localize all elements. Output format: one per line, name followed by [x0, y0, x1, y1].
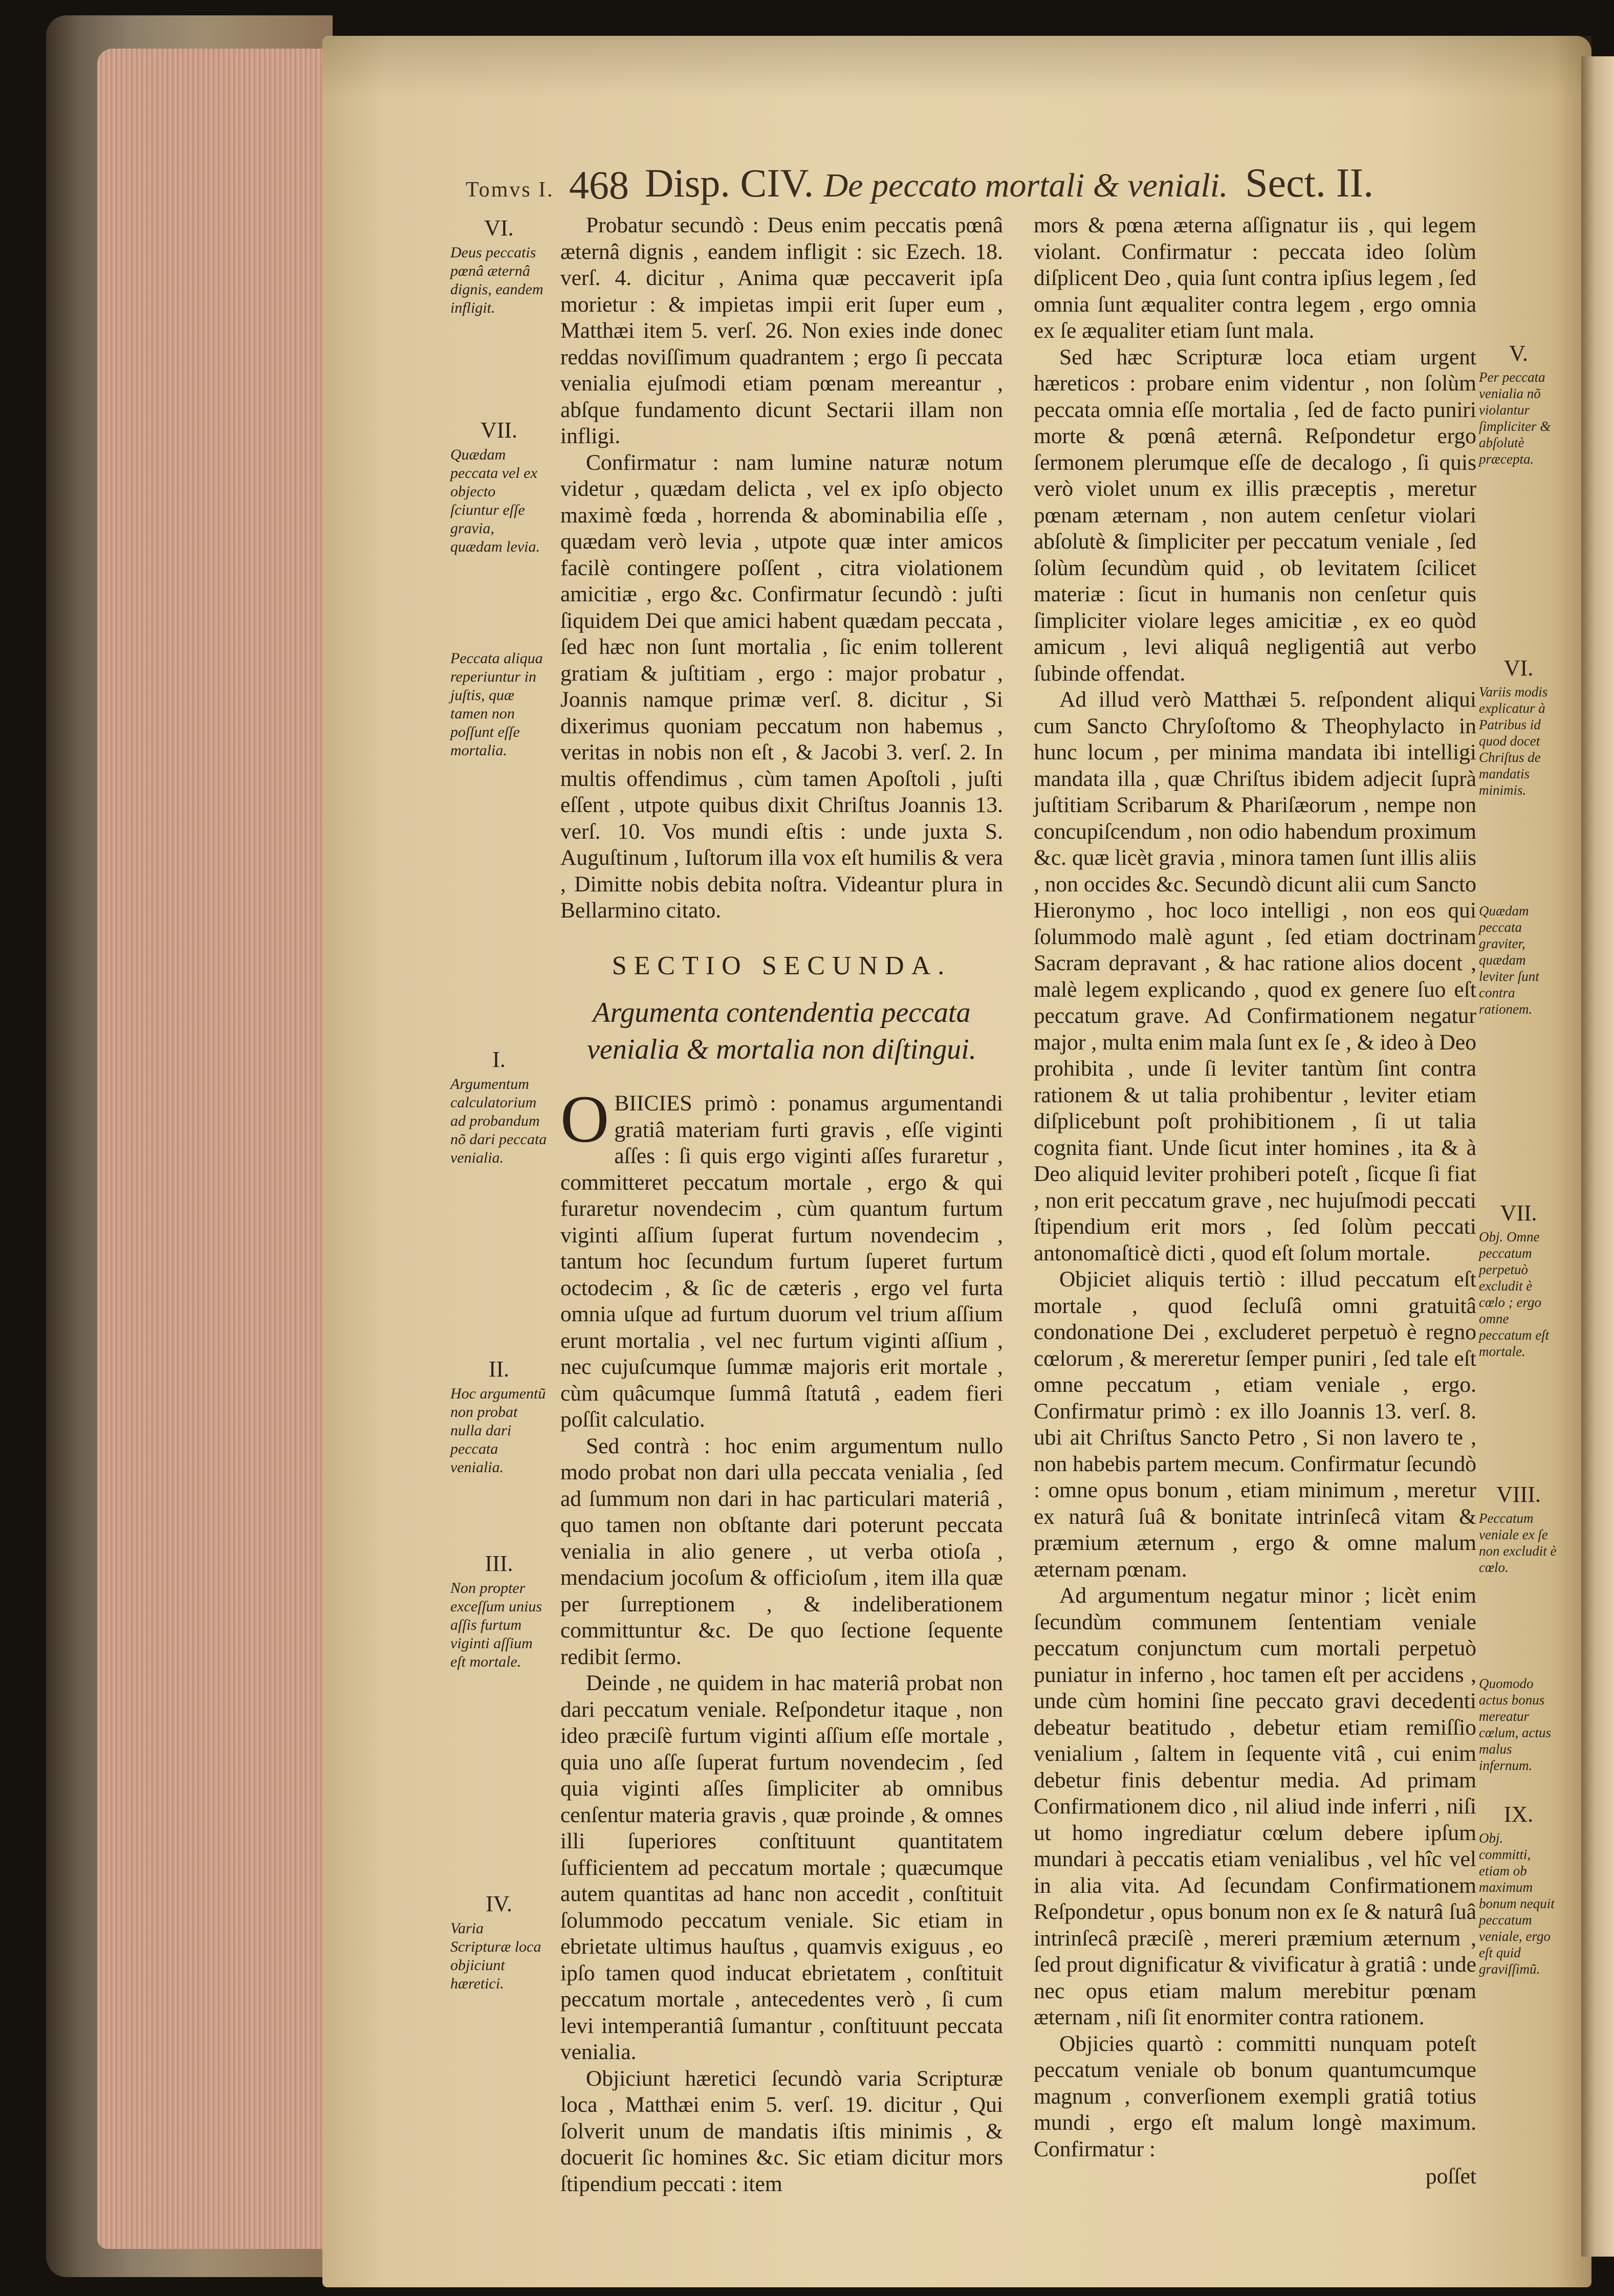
facing-page-edge — [1581, 56, 1614, 2257]
margin-note-number: VII. — [480, 418, 518, 443]
margin-note-text: Peccatum veniale ex ſe non excludit è cœlo. — [1479, 1511, 1557, 1575]
margin-note — [450, 1046, 548, 1167]
paragraph: mors & pœna æterna aſſignatur iis , qui legem violant. Confirmatur : peccata ideo ſolùm diſplicent Deo , quia ſunt contra ipſius legem , ſed omnia ſunt æqualiter contra legem , ergo omnia ex ſe æqualiter etiam ſunt mala. — [1034, 213, 1476, 343]
page-shadow — [322, 36, 1591, 97]
margin-note — [450, 1891, 548, 1993]
margin-note — [1479, 655, 1558, 798]
margin-note-number: I. — [492, 1047, 506, 1072]
margin-note-text: Variis modis explicatur à Patribus id quod docet Chriſtus de mandatis minimis. — [1479, 684, 1548, 798]
section-heading: SECTIO SECUNDA. — [612, 951, 952, 980]
left-text-column — [560, 212, 1003, 2197]
paragraph: Ad argumentum negatur minor ; licèt enim ſecundùm communem ſententiam veniale peccatum conjunctum cum mortali perpetuò puniatur in inferno , hoc tamen eſt per accidens , unde cùm homini ſine peccato gravi decedenti debeatur beatitudo , debetur etiam remiſſio venialium , ſaltem in ſequente vitâ , cui enim debetur finis debentur media. Ad primam Confirmationem dico , nil aliud inde inferri , niſi ut homo ingrediatur cœlum debere ipſum mundari à peccatis etiam venialibus , vel hîc vel in alia vita. Ad ſecundam Confirmationem Reſpondetur , opus bonum non ex ſe & naturâ ſuâ intrinſecâ præciſè , mereri præmium æternum , ſed prout dignificatur & vivificatur à gratiâ : unde nec opus etiam malum merebitur pœnam æternam , niſi ſit enormiter contra rationem. — [1034, 1583, 1476, 2029]
margin-note-number: II. — [488, 1357, 510, 1382]
paragraph: Probatur secundò : Deus enim peccatis pœnâ æternâ dignis , eandem infligit : sic Ezech. 18. verſ. 4. dicitur , Anima quæ peccaverit ipſa morietur : & impietas impii erit ſuper eum , Matthæi item 5. verſ. 26. Non exies inde donec reddas noviſſimum quadrantem ; ergo ſi peccata venialia ejuſmodi etiam pœnam mereantur , abſque fundamento dicunt Sectarii illam non infligi. — [560, 213, 1003, 448]
margin-note-text: Obj. Omne peccatum perpetuò excludit è cœlo ; ergo omne peccatum eſt mortale. — [1479, 1229, 1550, 1359]
margin-note — [450, 1356, 548, 1477]
paragraph: Ad illud verò Matthæi 5. reſpondent aliqui cum Sancto Chryſoſtomo & Theophylacto in hunc locum , per minima mandata ibi intelligi mandata illa , quæ Chriſtus ibidem adjecit ſuprà juſtitiam Scribarum & Phariſæorum , nempe non concupiſcendum , non odio habendum proximum &c. quæ licèt gravia , minora tamen ſunt illis aliis , non occides &c. Secundò dicunt alii cum Sancto Hieronymo , hoc loco intelligi , non eos qui ſolummodo malè agunt , ſed etiam doctrinam Sacram depravant , & hac ratione alios docent , malè legem explicando , quod ex genere ſuo eſt peccatum grave. Ad Confirmationem negatur major , multa enim mala ſunt ex ſe , & ideo à Deo prohibita , unde ſi leviter tantùm ſint contra rationem & ut talia prohibentur , leviter etiam diſplicebunt poſt prohibitionem , ſi ut talia cognita fiant. Unde ſicut inter homines , ita & à Deo aliquid leviter prohiberi poteſt , ſicque ſi fiat , non erit peccatum grave , nec hujuſmodi peccati ſtipendium erit mors , ſed ſolùm peccati antonomaſticè dicti , quod eſt ſolum mortale. — [1034, 687, 1476, 1265]
margin-note — [450, 215, 548, 317]
margin-note-number: VI. — [1503, 655, 1534, 681]
margin-note — [450, 647, 548, 760]
margin-note-number: III. — [485, 1551, 513, 1576]
margin-note-text: Deus peccatis pœnâ æternâ dignis, eandem infligit. — [450, 244, 543, 316]
right-text-column — [1034, 212, 1476, 2190]
margin-note-number: IX. — [1503, 1802, 1534, 1827]
margin-note — [1479, 901, 1558, 1017]
margin-note-number: V. — [1509, 341, 1529, 366]
paragraph — [560, 1081, 1003, 1433]
paragraph: Confirmatur : nam lumine naturæ notum videtur , quædam delicta , vel ex ipſo objecto maximè fœda , horrenda & abominabilia eſſe , quædam verò levia , utpote quæ inter amicos facilè contingere poſſent , citra violationem amicitiæ , ergo &c. Confirmatur ſecundò : juſti ſiquidem Dei que amici habent quædam peccata , ſed hæc non ſunt mortalia , ſic enim tollerent gratiam & juſtitiam , ergo : major probatur , Joannis namque primæ verſ. 8. dicitur , Si dixerimus quoniam peccatum non habemus , veritas in nobis non eſt , & Jacobi 3. verſ. 2. In multis offendimus , cùm tamen Apoſtoli , juſti eſſent , utpote quibus dixit Chriſtus Joannis 13. verſ. 10. Vos mundi eſtis : unde juxta S. Auguſtinum , Iuſtorum illa vox eſt humilis & vera , Dimitte nobis debita noſtra. Videantur plura in Bellarmino citato. — [560, 450, 1003, 923]
margin-note — [1479, 1200, 1558, 1360]
margin-note-text: Obj. committi, etiam ob maximum bonum nequit peccatum veniale, ergo eſt quid graviſſimũ. — [1479, 1830, 1555, 1977]
page-number: 468 — [569, 163, 629, 207]
running-title — [645, 160, 1373, 207]
catchword: poſſet — [1425, 2164, 1476, 2189]
margin-note — [1479, 1673, 1558, 1774]
margin-note-text: Non propter exceſſum unius aſſis furtum viginti aſſium eſt mortale. — [450, 1580, 542, 1670]
paragraph: Objiciet aliquis tertiò : illud peccatum eſt mortale , quod ſecluſâ omni gratuitâ condonatione Dei , excluderet perpetuò è regno cœlorum , & mereretur ſemper puniri , ſed tale eſt omne peccatum , etiam veniale , ergo. Confirmatur primò : ex illo Joannis 13. verſ. 8. ubi ait Chriſtus Sancto Petro , Si non lavero te , non habebis partem mecum. Confirmatur ſecundò : omne opus bonum , etiam minimum , meretur ex naturâ ſuâ & bonitate intrinſecâ vitam & præmium æternum , ergo & omne malum æternam pœnam. — [1034, 1267, 1476, 1582]
margin-note — [450, 417, 548, 556]
paragraph: Sed hæc Scripturæ loca etiam urgent hæreticos : probare enim videntur , non ſolùm peccata omnia eſſe mortalia , ſed de facto puniri morte & pœnâ æternâ. Reſpondetur ergo ſermonem plerumque eſſe de decalogo , ſi quis verò violet unum ex illis præceptis , meretur pœnam æternam , non autem cenſetur violari abſolutè & ſimpliciter per peccatum veniale , ſed ſolùm ſecundùm quid , ob levitatem ſcilicet materiæ : ſicut in humanis non cenſetur quis ſimpliciter violare leges amicitiæ , ex eo quòd amicum , levi aliquâ negligentiâ aut verbo ſubinde offendat. — [1034, 344, 1476, 686]
margin-note-text: Quædam peccata graviter, quædam leviter ſunt contra rationem. — [1479, 903, 1539, 1017]
margin-note-text: Per peccata venialia nõ violantur ſimpliciter & abſolutè præcepta. — [1479, 369, 1551, 467]
margin-note-number: IV. — [486, 1891, 512, 1916]
disputation-label: Disp. CIV. — [645, 161, 814, 205]
paragraph: Objicies quartò : committi nunquam poteſt peccatum veniale ob bonum quantumcumque magnum , converſionem exempli gratiâ totius mundi , ergo eſt malum longè maximum. Confirmatur : — [1034, 2031, 1476, 2161]
margin-note-number: VIII. — [1496, 1482, 1541, 1507]
margin-note — [1479, 1481, 1558, 1576]
margin-note-number: VI. — [484, 215, 514, 240]
paragraph: Objiciunt hæretici ſecundò varia Scripturæ loca , Matthæi enim 5. verſ. 19. dicitur , Qui ſolverit unum de mandatis iſtis minimis , & docuerit ſic homines &c. Sic etiam dicitur mors ſtipendium peccati : item — [560, 2066, 1003, 2196]
topic-label: De peccato mortali & veniali. — [823, 167, 1228, 204]
argument-title: Argumenta contendentia peccata venialia & mortalia non diſtingui. — [587, 997, 976, 1065]
margin-note — [450, 1550, 548, 1671]
paragraph: Sed contrà : hoc enim argumentum nullo modo probat non dari ulla peccata venialia , ſed ad ſummum non dari in hac particulari materiâ , quo tamen non obſtante dari poterunt peccata venialia in alio genere , ut verba otioſa , mendacium jocoſum & officioſum , item illa quæ per ſurreptionem , & indeliberationem committuntur &c. De quo ſectione ſequente redibit ſermo. — [560, 1433, 1003, 1669]
margin-note-text: Hoc argumentũ non probat nulla dari peccata venialia. — [450, 1385, 546, 1476]
margin-note-text: Argumentum calculatorium ad probandum nõ dari peccata venialia. — [450, 1076, 547, 1166]
page-fore-edge — [97, 49, 338, 2249]
margin-note-text: Quomodo actus bonus mereatur cœlum, actus malus infernum. — [1479, 1676, 1551, 1773]
margin-note — [1479, 1801, 1558, 1977]
volume-label: Tomvs I. — [466, 178, 554, 202]
section-label: Sect. II. — [1245, 161, 1374, 206]
paragraph-text: BIICIES primò : ponamus argumentandi gratiâ materiam furti gravis , eſſe viginti aſſes : ſi quis ergo viginti aſſes furaretur , committeret peccatum mortale , ergo & qui furaretur novendecim , cùm quantum furtum viginti aſſium ſuperat furtum novendecim , tantum hoc ſecundum furtum ſuperet furtum octodecim , & ſic de cæteris , ergo vel furta omnia uſque ad furtum duorum vel trium aſſium erunt mortalia , vel nec furtum viginti aſſium , nec cujuſcumque ſummæ majoris erit mortale , cùm quâcumque ſummâ ſtatutâ , eadem fieri poſſit calculatio. — [560, 1091, 1003, 1432]
margin-note-text: Varia Scripturæ loca objiciunt hæretici. — [450, 1920, 541, 1992]
margin-note-text: Quædam peccata vel ex objecto ſciuntur eſſe gravia, quædam levia. — [450, 446, 540, 555]
margin-note-number: VII. — [1500, 1200, 1537, 1226]
margin-note-text: Peccata aliqua reperiuntur in juſtis, quæ tamen non poſſunt eſſe mortalia. — [450, 650, 543, 759]
running-header — [0, 156, 1614, 212]
margin-note — [1479, 340, 1558, 467]
drop-cap: O — [560, 1081, 609, 1156]
paragraph: Deinde , ne quidem in hac materiâ probat non dari peccatum veniale. Reſpondetur itaque , non ideo præciſè furtum viginti aſſium eſſe mortale , quia uno aſſe ſuperat furtum novendecim , ſed quia viginti aſſes ſimpliciter ab omnibus cenſentur materia gravis , quæ proinde , & omnes illi ſuperiores conſtituunt quantitatem ſufficientem ad peccatum mortale ; quæcumque autem quantitas ad hanc non accedit , conſtituit ſolummodo peccatum veniale. Sic etiam in ebrietate ultimus hauſtus , quamvis exiguus , eo ipſo tamen quod inducat ebrietatem , conſtituit peccatum mortale , antecedentes verò , ſi cum levi intemperantiâ ſumantur , conſtituunt peccata venialia. — [560, 1671, 1003, 2064]
